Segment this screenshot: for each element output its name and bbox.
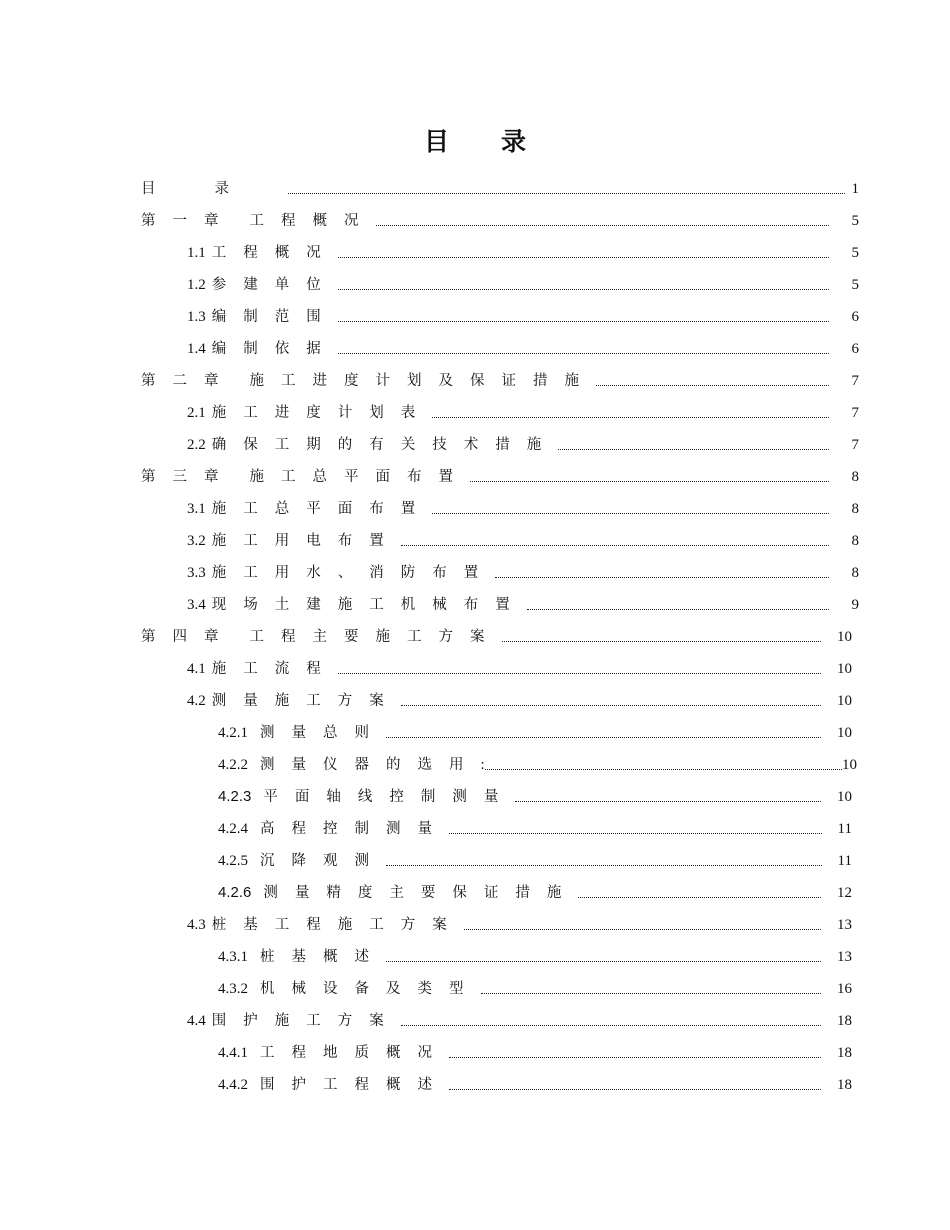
toc-entry-page: 10 [837, 629, 852, 645]
toc-entry-page: 7 [851, 437, 859, 453]
toc-entry-text: 工程概况 [211, 245, 338, 261]
toc-entry-number: 4.2.5 [218, 853, 248, 869]
toc-entry[interactable] [218, 846, 852, 870]
toc-entry-page: 1 [851, 181, 859, 197]
toc-entry-number: 4.3 [187, 917, 206, 933]
dot-leader [338, 672, 821, 674]
toc-entry-page: 8 [851, 565, 859, 581]
toc-entry-text: 目录 [141, 181, 288, 197]
dot-leader [401, 544, 829, 546]
toc-entry[interactable] [187, 526, 859, 550]
toc-entry-text: 机械设备及类型 [260, 981, 481, 997]
toc-chapter-label: 第一章 [141, 213, 236, 229]
toc-entry-page: 12 [837, 885, 852, 901]
toc-entry-suffix: : [480, 757, 485, 773]
dot-leader [502, 640, 822, 642]
toc-entry-text: 编制范围 [211, 309, 338, 325]
title-char-1: 目 [423, 127, 449, 156]
toc-entry-text: 现场土建施工机械布置 [211, 597, 527, 613]
toc-entry-number: 4.4 [187, 1013, 206, 1029]
toc-entry[interactable] [187, 590, 859, 614]
toc-entry-text: 施工进度计划表 [211, 405, 433, 421]
toc-entry[interactable] [187, 430, 859, 454]
dot-leader [338, 256, 829, 258]
toc-entry-page: 8 [851, 501, 859, 517]
toc-entry[interactable] [187, 238, 859, 262]
toc-entry-page: 18 [837, 1045, 852, 1061]
dot-leader [481, 992, 822, 994]
toc-entry-page: 16 [837, 981, 852, 997]
toc-entry-text: 工程主要施工方案 [249, 629, 502, 645]
toc-entry[interactable] [218, 1070, 852, 1094]
toc-entry-number: 1.2 [187, 277, 206, 293]
toc-entry[interactable] [187, 334, 859, 358]
dot-leader [495, 576, 829, 578]
toc-entry-text: 工程概况 [249, 213, 376, 229]
toc-entry-page: 5 [851, 245, 859, 261]
toc-entry-page: 18 [837, 1077, 852, 1093]
dot-leader [558, 448, 829, 450]
toc-entry-number: 4.4.1 [218, 1045, 248, 1061]
toc-entry[interactable] [187, 302, 859, 326]
toc-entry-number: 3.2 [187, 533, 206, 549]
toc-entry-number: 4.2 [187, 693, 206, 709]
toc-entry-page: 10 [837, 661, 852, 677]
toc-entry[interactable] [187, 910, 852, 934]
toc-entry-number: 3.3 [187, 565, 206, 581]
dot-leader [432, 416, 829, 418]
toc-entry-page: 10 [837, 725, 852, 741]
toc-entry-page: 10 [837, 693, 852, 709]
toc-entry-number: 4.2.1 [218, 725, 248, 741]
toc-entry-page: 5 [851, 277, 859, 293]
dot-leader [449, 1088, 821, 1090]
toc-entry-number: 4.3.1 [218, 949, 248, 965]
toc-entry[interactable] [218, 974, 852, 998]
toc-entry-text: 平面轴线控制测量 [263, 789, 516, 805]
toc-entry-text: 沉降观测 [260, 853, 386, 869]
toc-entry-page: 8 [851, 533, 859, 549]
toc-entry[interactable] [218, 750, 857, 774]
dot-leader [386, 736, 821, 738]
toc-entry[interactable] [187, 686, 852, 710]
toc-entry[interactable] [218, 942, 852, 966]
toc-chapter-label: 第四章 [141, 629, 236, 645]
toc-entry-page: 10 [842, 757, 857, 773]
dot-leader [449, 832, 822, 834]
toc-entry-text: 编制依据 [211, 341, 338, 357]
dot-leader [527, 608, 829, 610]
toc-entry-page: 7 [851, 405, 859, 421]
dot-leader [432, 512, 829, 514]
toc-entry-text: 围护工程概述 [260, 1077, 449, 1093]
toc-chapter-entry[interactable] [141, 462, 859, 486]
toc-entry-number: 3.4 [187, 597, 206, 613]
toc-entry-text: 施工总平面布置 [249, 469, 470, 485]
dot-leader [386, 960, 821, 962]
dot-leader [376, 224, 830, 226]
toc-entry-number: 1.1 [187, 245, 206, 261]
toc-chapter-entry[interactable] [141, 366, 859, 390]
toc-entry-page: 18 [837, 1013, 852, 1029]
dot-leader [338, 352, 829, 354]
toc-entry-page: 5 [851, 213, 859, 229]
toc-entry-page: 6 [851, 341, 859, 357]
toc-entry-number: 4.2.6 [218, 884, 252, 901]
dot-leader [449, 1056, 821, 1058]
toc-entry[interactable] [187, 270, 859, 294]
toc-entry-number: 4.1 [187, 661, 206, 677]
dot-leader [596, 384, 829, 386]
toc-entry-text: 施工进度计划及保证措施 [249, 373, 596, 389]
toc-entry-page: 11 [837, 821, 852, 837]
page-title [0, 122, 950, 158]
title-char-2: 录 [501, 127, 527, 156]
toc-entry[interactable] [218, 814, 852, 838]
toc-entry[interactable] [187, 398, 859, 422]
toc-entry-number: 1.3 [187, 309, 206, 325]
toc-entry[interactable] [218, 878, 852, 902]
toc-entry-text: 测量施工方案 [211, 693, 401, 709]
toc-entry-text: 测量总则 [260, 725, 386, 741]
toc-entry-text: 施工流程 [211, 661, 338, 677]
toc-entry-text: 高程控制测量 [260, 821, 449, 837]
toc-entry[interactable] [218, 782, 852, 806]
dot-leader [464, 928, 821, 930]
toc-entry-number: 4.3.2 [218, 981, 248, 997]
toc-entry[interactable] [187, 494, 859, 518]
toc-entry-page: 13 [837, 917, 852, 933]
toc-entry-text: 桩基工程施工方案 [211, 917, 464, 933]
dot-leader [485, 768, 842, 770]
toc-entry[interactable] [218, 718, 852, 742]
toc-chapter-entry[interactable] [141, 206, 859, 230]
toc-entry-number: 2.2 [187, 437, 206, 453]
dot-leader [401, 1024, 821, 1026]
toc-entry-text: 施工用电布置 [211, 533, 401, 549]
toc-entry-number: 4.4.2 [218, 1077, 248, 1093]
dot-leader [515, 800, 821, 802]
toc-entry-number: 4.2.3 [218, 788, 252, 805]
toc-entry-page: 10 [837, 789, 852, 805]
toc-entry[interactable] [218, 1038, 852, 1062]
dot-leader [288, 192, 845, 194]
toc-entry-number: 4.2.4 [218, 821, 248, 837]
toc-entry-number: 1.4 [187, 341, 206, 357]
dot-leader [401, 704, 821, 706]
toc-chapter-label: 第三章 [141, 469, 236, 485]
toc-entry-page: 6 [851, 309, 859, 325]
toc-entry-text: 测量精度主要保证措施 [263, 885, 579, 901]
toc-entry-page: 13 [837, 949, 852, 965]
dot-leader [578, 896, 821, 898]
toc-entry-text: 桩基概述 [260, 949, 386, 965]
toc-entry-text: 工程地质概况 [260, 1045, 449, 1061]
toc-chapter-label: 第二章 [141, 373, 236, 389]
toc-entry-text: 施工总平面布置 [211, 501, 433, 517]
dot-leader [338, 320, 829, 322]
toc-entry-text: 测量仪器的选用 [260, 757, 481, 773]
toc-entry-page: 11 [837, 853, 852, 869]
toc-entry[interactable] [187, 654, 852, 678]
toc-entry-number: 3.1 [187, 501, 206, 517]
toc-entry[interactable] [187, 558, 859, 582]
toc-entry-number: 4.2.2 [218, 757, 248, 773]
toc-entry[interactable] [187, 1006, 852, 1030]
toc-entry-text: 参建单位 [211, 277, 338, 293]
toc-entry-page: 7 [851, 373, 859, 389]
dot-leader [338, 288, 829, 290]
dot-leader [470, 480, 829, 482]
toc-entry-text: 确保工期的有关技术措施 [211, 437, 559, 453]
toc-entry[interactable] [141, 174, 859, 198]
toc-entry-text: 施工用水、消防布置 [211, 565, 496, 581]
toc-chapter-entry[interactable] [141, 622, 852, 646]
dot-leader [386, 864, 822, 866]
toc-entry-text: 围护施工方案 [211, 1013, 401, 1029]
toc-entry-page: 8 [851, 469, 859, 485]
toc-entry-page: 9 [851, 597, 859, 613]
toc-entry-number: 2.1 [187, 405, 206, 421]
